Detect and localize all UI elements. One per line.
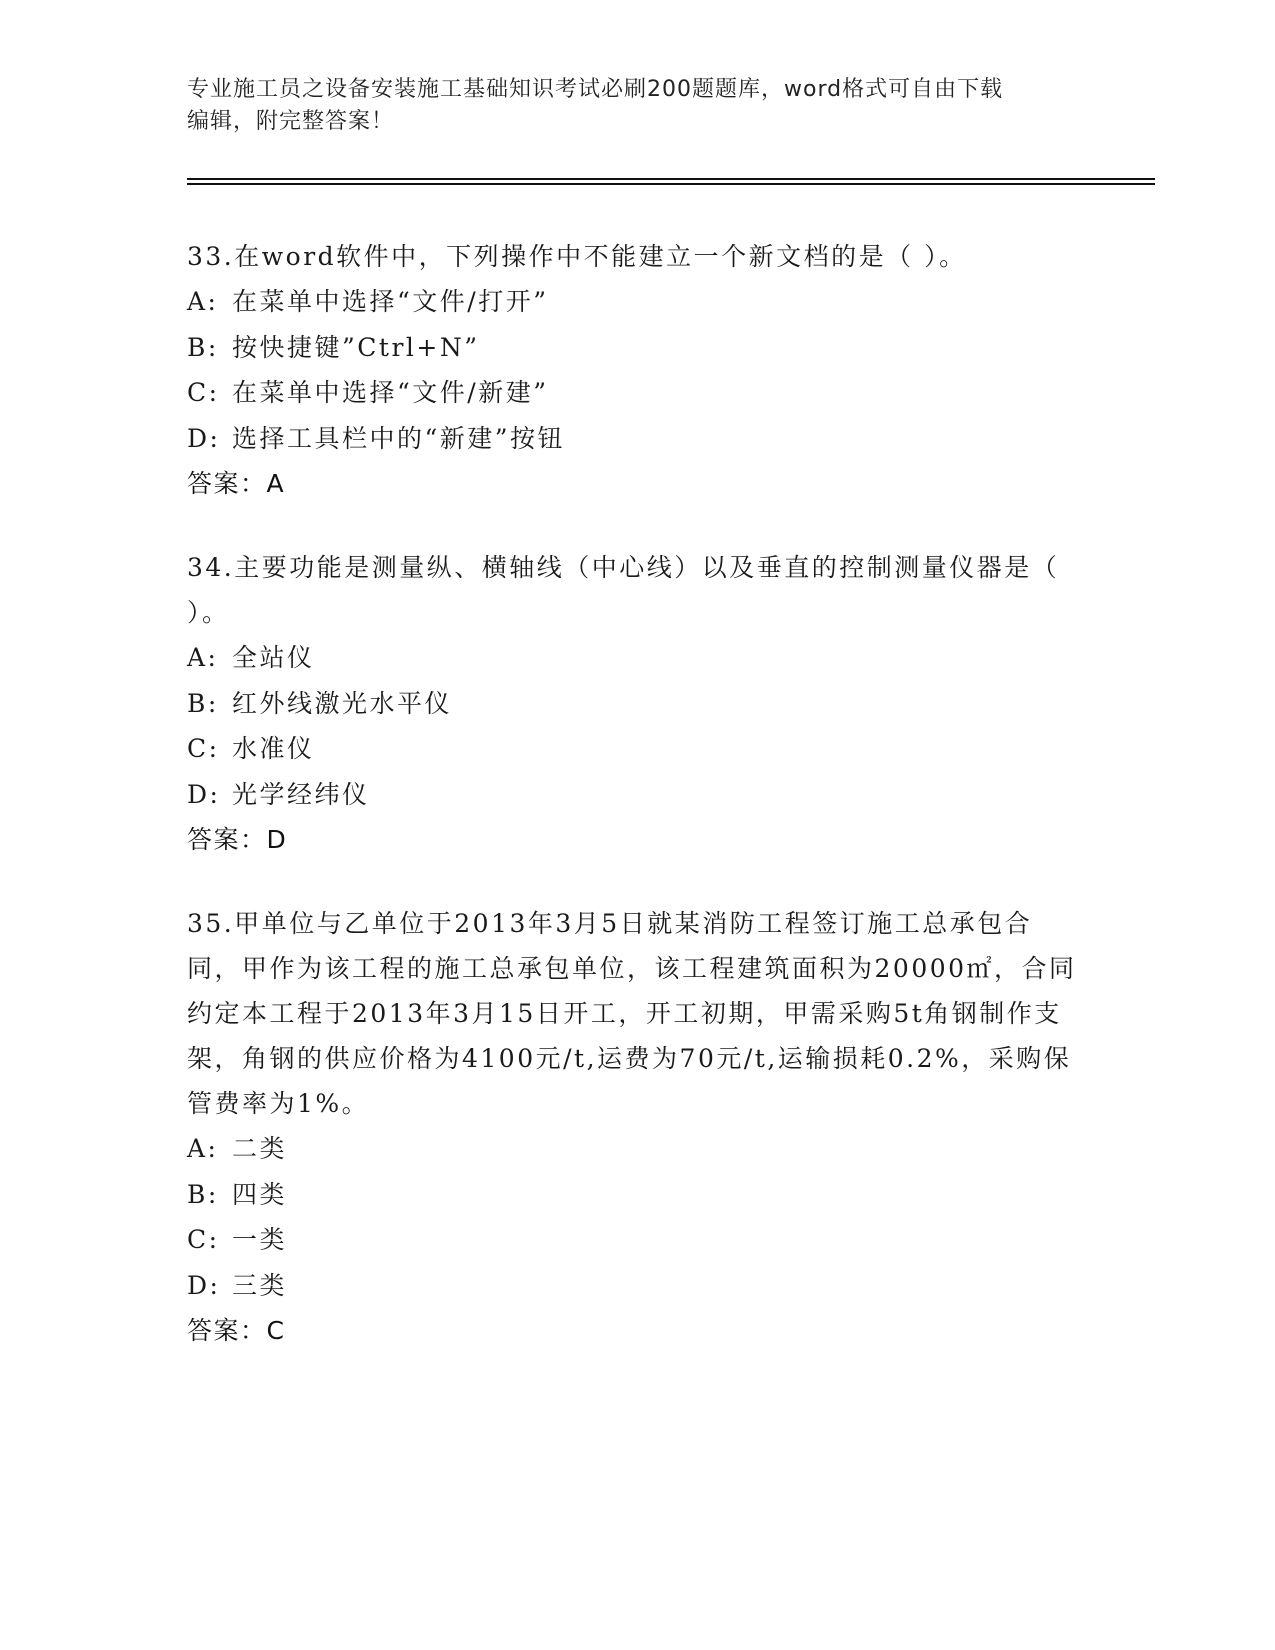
option-c <box>187 370 1087 416</box>
answer-line: 答案：C <box>187 1316 286 1345</box>
option-a <box>187 635 1087 681</box>
question-list <box>187 234 1087 1392</box>
option-letter: C: <box>187 378 220 407</box>
option-text: 按快捷键”Ctrl+N” <box>232 332 480 362</box>
option-letter: D: <box>187 423 221 453</box>
option-d <box>187 1263 1087 1309</box>
option-text: 光学经纬仪 <box>232 779 370 809</box>
question-stem: 34.主要功能是测量纵、横轴线（中心线）以及垂直的控制测量仪器是（ ）。 <box>187 553 1060 627</box>
option-letter: A: <box>187 643 219 672</box>
option-letter: A: <box>187 1134 219 1163</box>
option-b <box>187 681 1087 727</box>
document-header <box>187 74 1067 138</box>
option-text: 全站仪 <box>232 643 315 672</box>
question-stem: 33.在word软件中，下列操作中不能建立一个新文档的是（ ）。 <box>187 242 967 271</box>
option-text: 在菜单中选择“文件/新建” <box>232 378 549 407</box>
option-letter: B: <box>187 332 219 362</box>
option-letter: A: <box>187 287 219 316</box>
header-divider-bottom <box>187 183 1155 185</box>
header-title-line-2: 编辑，附完整答案！ <box>187 109 395 134</box>
question-stem: 35.甲单位与乙单位于2013年3月5日就某消防工程签订施工总承包合同，甲作为该工程的施工总承包单位，该工程建筑面积为20000㎡，合同约定本工程于2013年3月15日开工，开工初期，甲需采购5t角钢制作支架，角钢的供应价格为4100元/t,运费为70元/t,运输损耗0.2%，采购保管费率为1%。 <box>187 909 1077 1118</box>
option-d <box>187 416 1087 462</box>
option-text: 三类 <box>232 1270 288 1300</box>
option-text: 红外线激光水平仪 <box>232 688 453 718</box>
question-33 <box>187 234 1087 507</box>
question-34 <box>187 545 1087 863</box>
option-letter: B: <box>187 688 219 718</box>
option-text: 在菜单中选择“文件/打开” <box>232 287 549 316</box>
option-text: 二类 <box>232 1134 288 1163</box>
option-text: 四类 <box>232 1179 288 1209</box>
option-letter: C: <box>187 1225 220 1254</box>
option-letter: D: <box>187 1270 221 1300</box>
option-letter: C: <box>187 734 220 763</box>
option-text: 选择工具栏中的“新建”按钮 <box>232 423 566 453</box>
option-a <box>187 1126 1087 1172</box>
option-c <box>187 1217 1087 1263</box>
answer-line: 答案：A <box>187 469 286 498</box>
option-b <box>187 1172 1087 1218</box>
option-b <box>187 325 1087 371</box>
option-text: 一类 <box>232 1225 288 1254</box>
option-d <box>187 772 1087 818</box>
option-letter: D: <box>187 779 221 809</box>
question-35 <box>187 901 1087 1354</box>
answer-line: 答案：D <box>187 825 288 854</box>
header-divider-top <box>187 178 1155 180</box>
option-letter: B: <box>187 1179 219 1209</box>
option-c <box>187 726 1087 772</box>
option-text: 水准仪 <box>232 734 315 763</box>
header-title-line-1: 专业施工员之设备安装施工基础知识考试必刷200题题库，word格式可自由下载 <box>187 77 1004 102</box>
option-a <box>187 279 1087 325</box>
